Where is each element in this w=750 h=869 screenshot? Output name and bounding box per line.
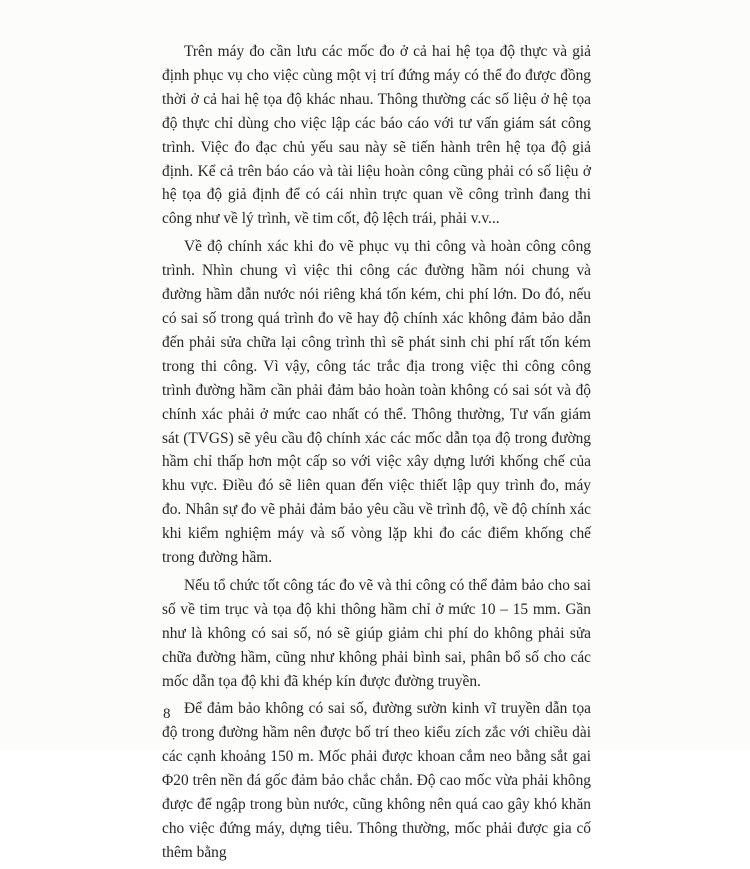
paragraph-1: Trên máy đo cần lưu các mốc đo ở cả hai hệ tọa độ thực và giả định phục vụ cho việc cùng một vị trí đứng máy có thể đo được đồng thời ở cả hai hệ tọa độ khác nhau. Thông thường các số liệu ở hệ tọa độ thực chỉ dùng cho việc lập các báo cáo với tư vấn giám sát công trình. Việc đo đạc chủ yếu sau này sẽ tiến hành trên hệ tọa độ giả định. Kể cả trên báo cáo và tài liệu hoàn công cũng phải có số liệu ở hệ tọa độ giả định để có cái nhìn trực quan về công trình đang thi công như về lý trình, về tim cốt, độ lệch trái, phải v.v... [162,43,591,228]
body-text [162,40,591,869]
page-number: 8 [163,706,171,722]
paragraph-3: Nếu tổ chức tốt công tác đo vẽ và thi công có thể đảm bảo cho sai số về tim trục và tọa độ khi thông hầm chỉ ở mức 10 – 15 mm. Gần như là không có sai số, nó sẽ giúp giảm chi phí do không phải sửa chữa đường hầm, cũng như không phải bình sai, phân bổ số cho các mốc dẫn tọa độ khi đã khép kín được đường truyền. [162,576,591,690]
paragraph-2: Về độ chính xác khi đo vẽ phục vụ thi công và hoàn công công trình. Nhìn chung vì việc thi công các đường hầm nói chung và đường hầm dẫn nước nói riêng khá tốn kém, chi phí lớn. Do đó, nếu có sai số trong quá trình đo vẽ hay độ chính xác không đảm bảo dẫn đến phải sửa chữa lại công trình thì sẽ phát sinh chi phí rất tốn kém trong thi công. Vì vậy, công tác trắc địa trong việc thi công công trình đường hầm cần phải đảm bảo hoàn toàn không có sai sót và độ chính xác phải ở mức cao nhất có thể. Thông thường, Tư vấn giám sát (TVGS) sẽ yêu cầu độ chính xác các mốc dẫn tọa độ trong đường hầm chỉ thấp hơn một cấp so với việc xây dựng lưới khống chế của khu vực. Điều đó sẽ liên quan đến việc thiết lập quy trình đo, máy đo. Nhân sự đo vẽ phải đảm bảo yêu cầu về trình độ, về độ chính xác khi kiểm nghiệm máy và số vòng lặp khi đo các điểm khống chế trong đường hầm. [162,238,591,567]
paragraph-4: Để đảm bảo không có sai số, đường sườn kinh vĩ truyền dẫn tọa độ trong đường hầm nên được bố trí theo kiểu zích zắc với chiều dài các cạnh khoảng 150 m. Mốc phải được khoan cắm neo bằng sắt gai Φ20 trên nền đá gốc đảm bảo chắc chắn. Độ cao mốc vừa phải không được để ngập trong bùn nước, cũng không nên quá cao gây khó khăn cho việc đứng máy, dựng tiêu. Thông thường, mốc phải được gia cố thêm bằng [162,700,591,861]
